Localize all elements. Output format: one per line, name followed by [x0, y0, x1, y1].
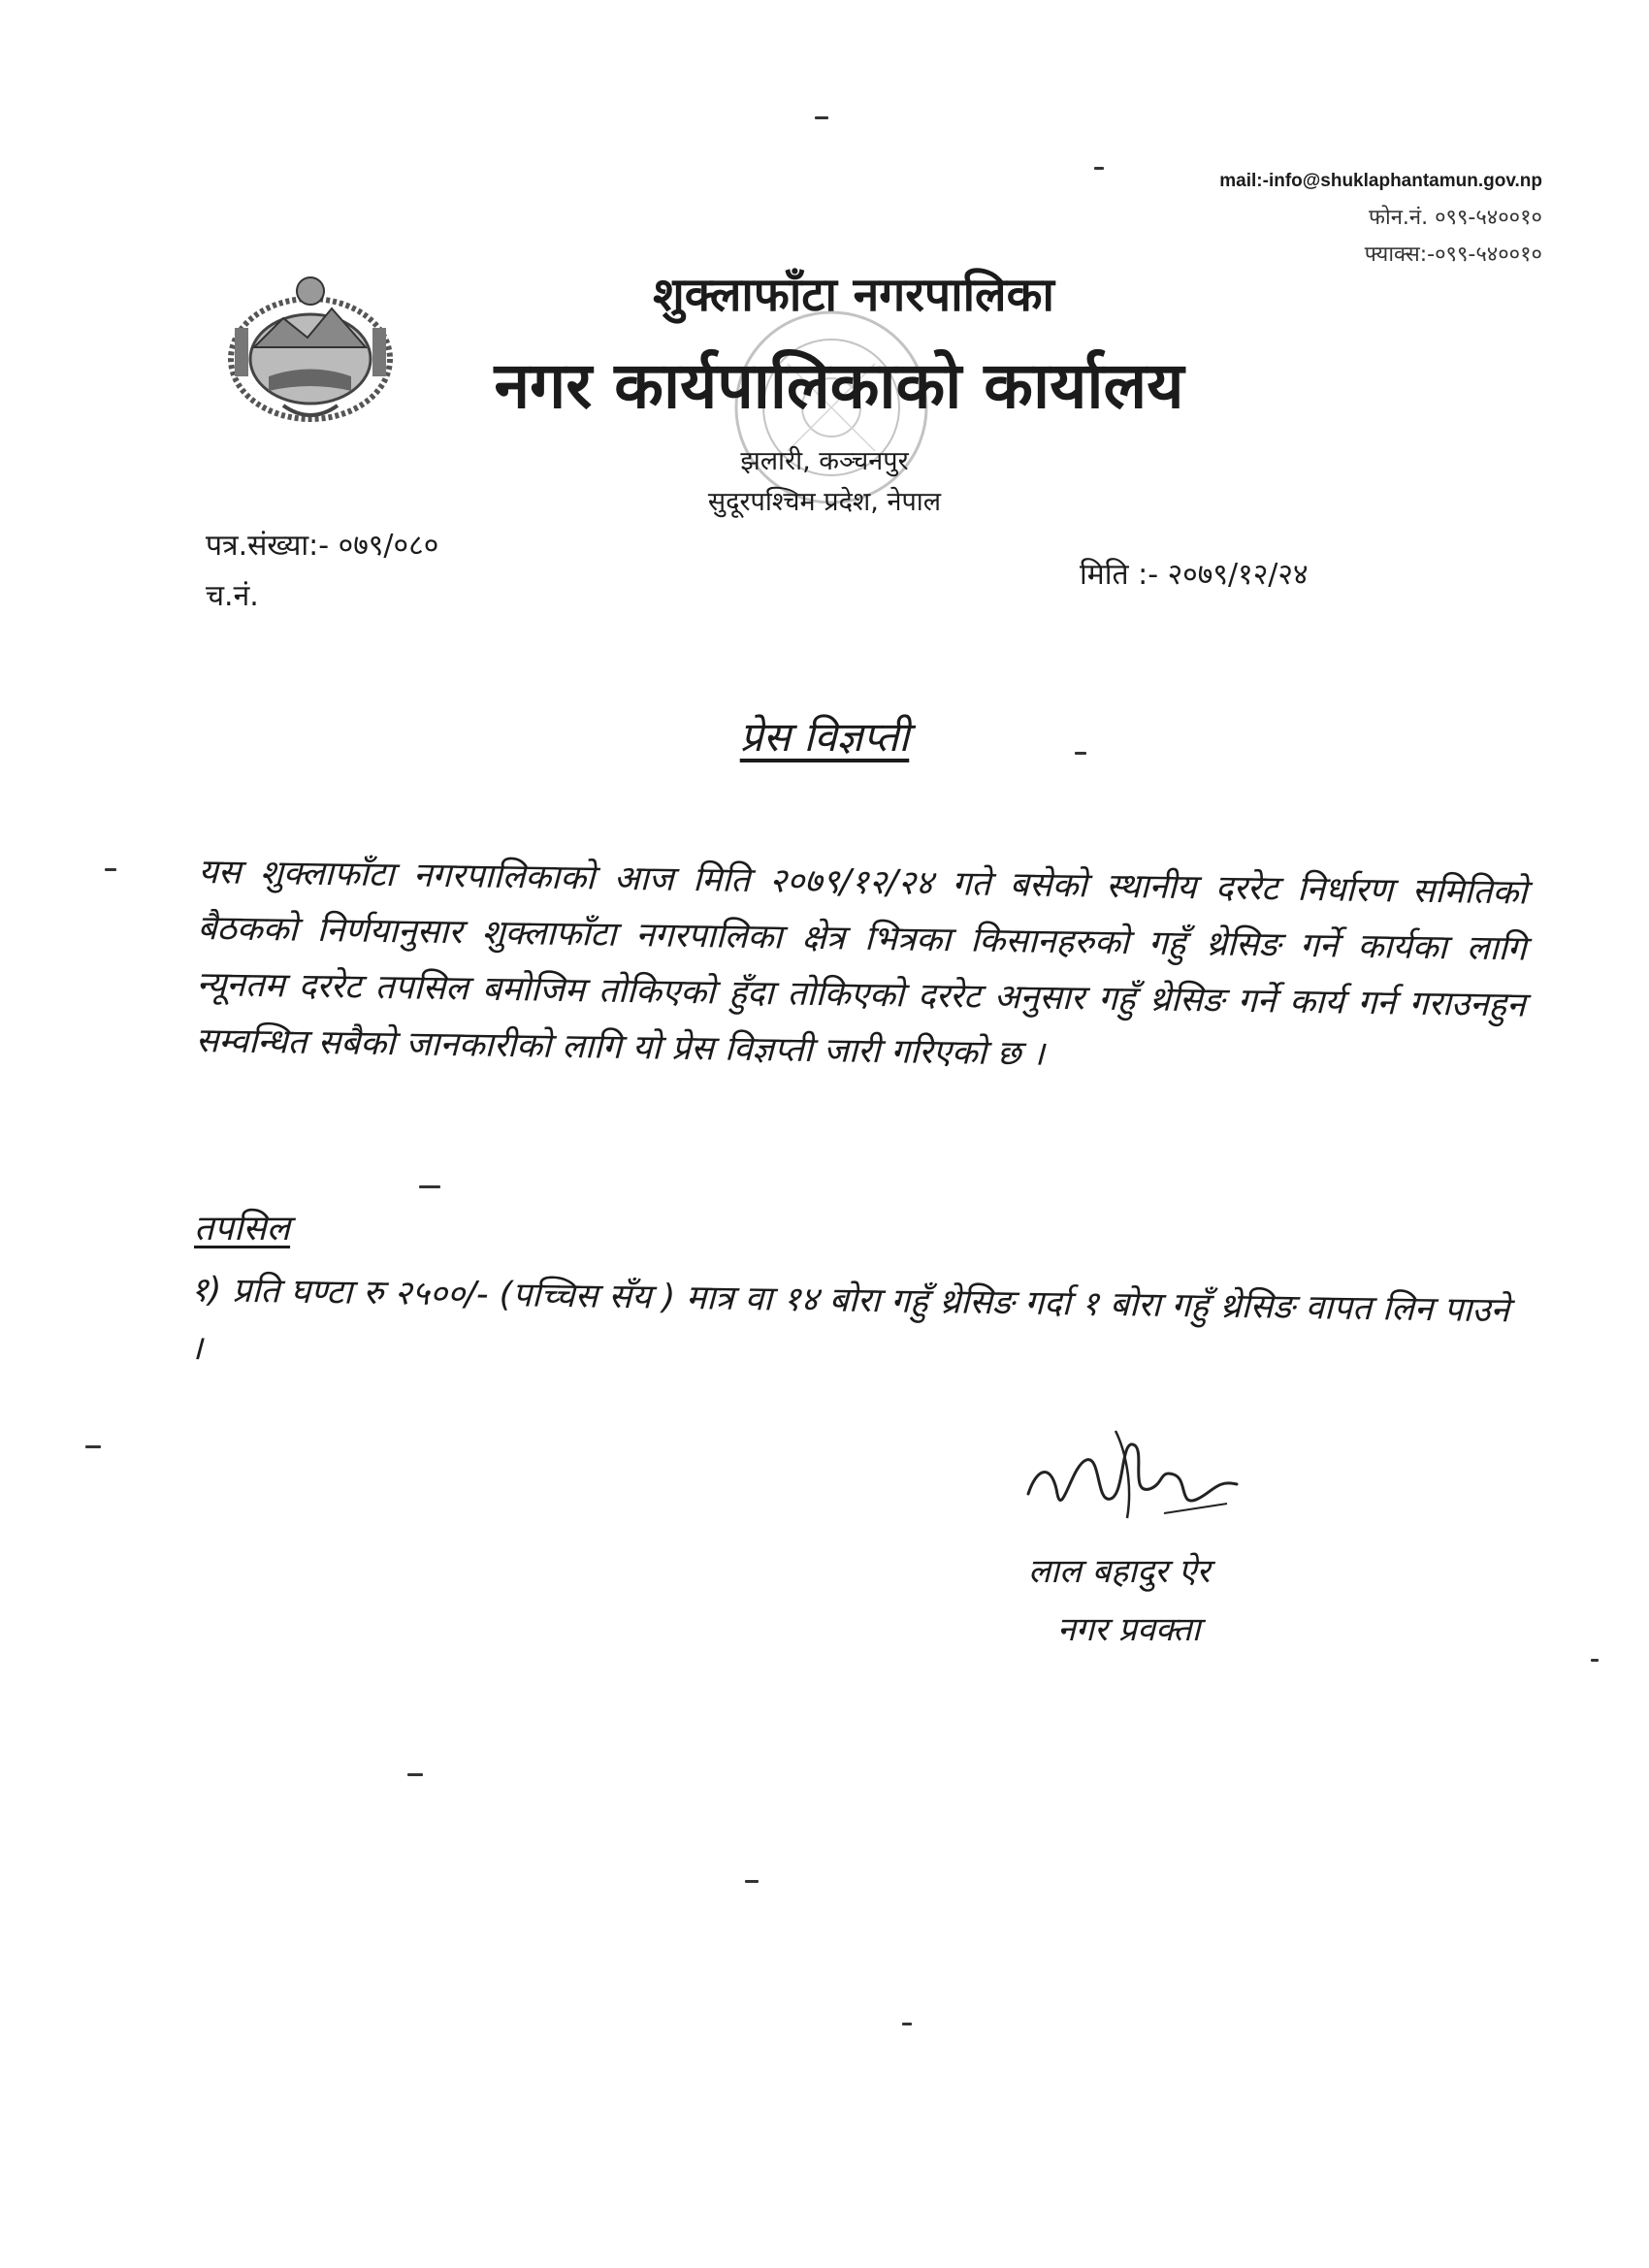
email-address[interactable]: mail:-info@shuklaphantamun.gov.np	[1219, 171, 1542, 191]
scan-speck	[1591, 1659, 1599, 1662]
handwritten-signature	[1018, 1426, 1251, 1552]
office-name: नगर कार्यपालिकाको कार्यालय	[494, 348, 1184, 423]
scan-speck	[407, 1773, 423, 1776]
signatory-name: लाल बहादुर ऐर	[1028, 1552, 1211, 1591]
schedule-heading: तपसिल	[194, 1209, 291, 1248]
phone-number: फोन.नं. ०९९-५४००१०	[1369, 206, 1542, 230]
address-line-2: सुदूरपश्चिम प्रदेश, नेपाल	[707, 487, 942, 517]
letter-date: मिति :- २०७९/१२/२४	[1080, 558, 1309, 592]
scan-speck	[105, 868, 116, 871]
scan-speck	[745, 1880, 759, 1883]
contact-info	[1219, 163, 1542, 274]
scan-speck	[1075, 752, 1086, 755]
scan-speck	[419, 1185, 440, 1188]
office-address	[669, 441, 980, 523]
schedule-item: १) प्रति घण्टा रु २५००/- (पच्चिस सँय ) मात्र वा १४ बोरा गहुँ थ्रेसिङ गर्दा १ बोरा गहुँ थ्रेसिङ वापत लिन पाउने ।	[189, 1270, 1510, 1369]
municipality-name: शुक्लाफाँटा नगरपालिका	[653, 268, 1054, 322]
scan-speck	[85, 1445, 101, 1448]
scan-speck	[902, 2023, 912, 2025]
press-release-body: यस शुक्लाफाँटा नगरपालिकाको आज मिति २०७९/१२/२४ गते बसेको स्थानीय दररेट निर्धारण समितिको बैठकको निर्णयानुसार शुक्लाफाँटा नगरपालिका क्षेत्र भित्रका किसानहरुको गहुँ थ्रेसिङ गर्ने कार्यका लागि न्यूनतम दररेट तपसिल बमोजिम तोकिएको हुँदा तोकिएको दररेट अनुसार गहुँ थ्रेसिङ गर्ने कार्य गर्न गराउनहुन सम्वन्धित सबैको जानकारीको लागि यो प्रेस विज्ञप्ती जारी गरिएको छ ।	[195, 852, 1528, 1074]
scan-speck	[815, 116, 828, 119]
press-release-title: प्रेस विज्ञप्ती	[739, 713, 910, 761]
signatory-designation: नगर प्रवक्ता	[1057, 1610, 1201, 1649]
letter-reference-number: पत्र.संख्या:- ०७९/०८०	[206, 529, 439, 563]
fax-number: फ्याक्स:-०९९-५४००१०	[1364, 243, 1542, 267]
address-line-1: झलारी, कञ्चनपुर	[740, 446, 909, 476]
scan-speck	[1094, 167, 1104, 170]
dispatch-number: च.नं.	[206, 579, 259, 613]
